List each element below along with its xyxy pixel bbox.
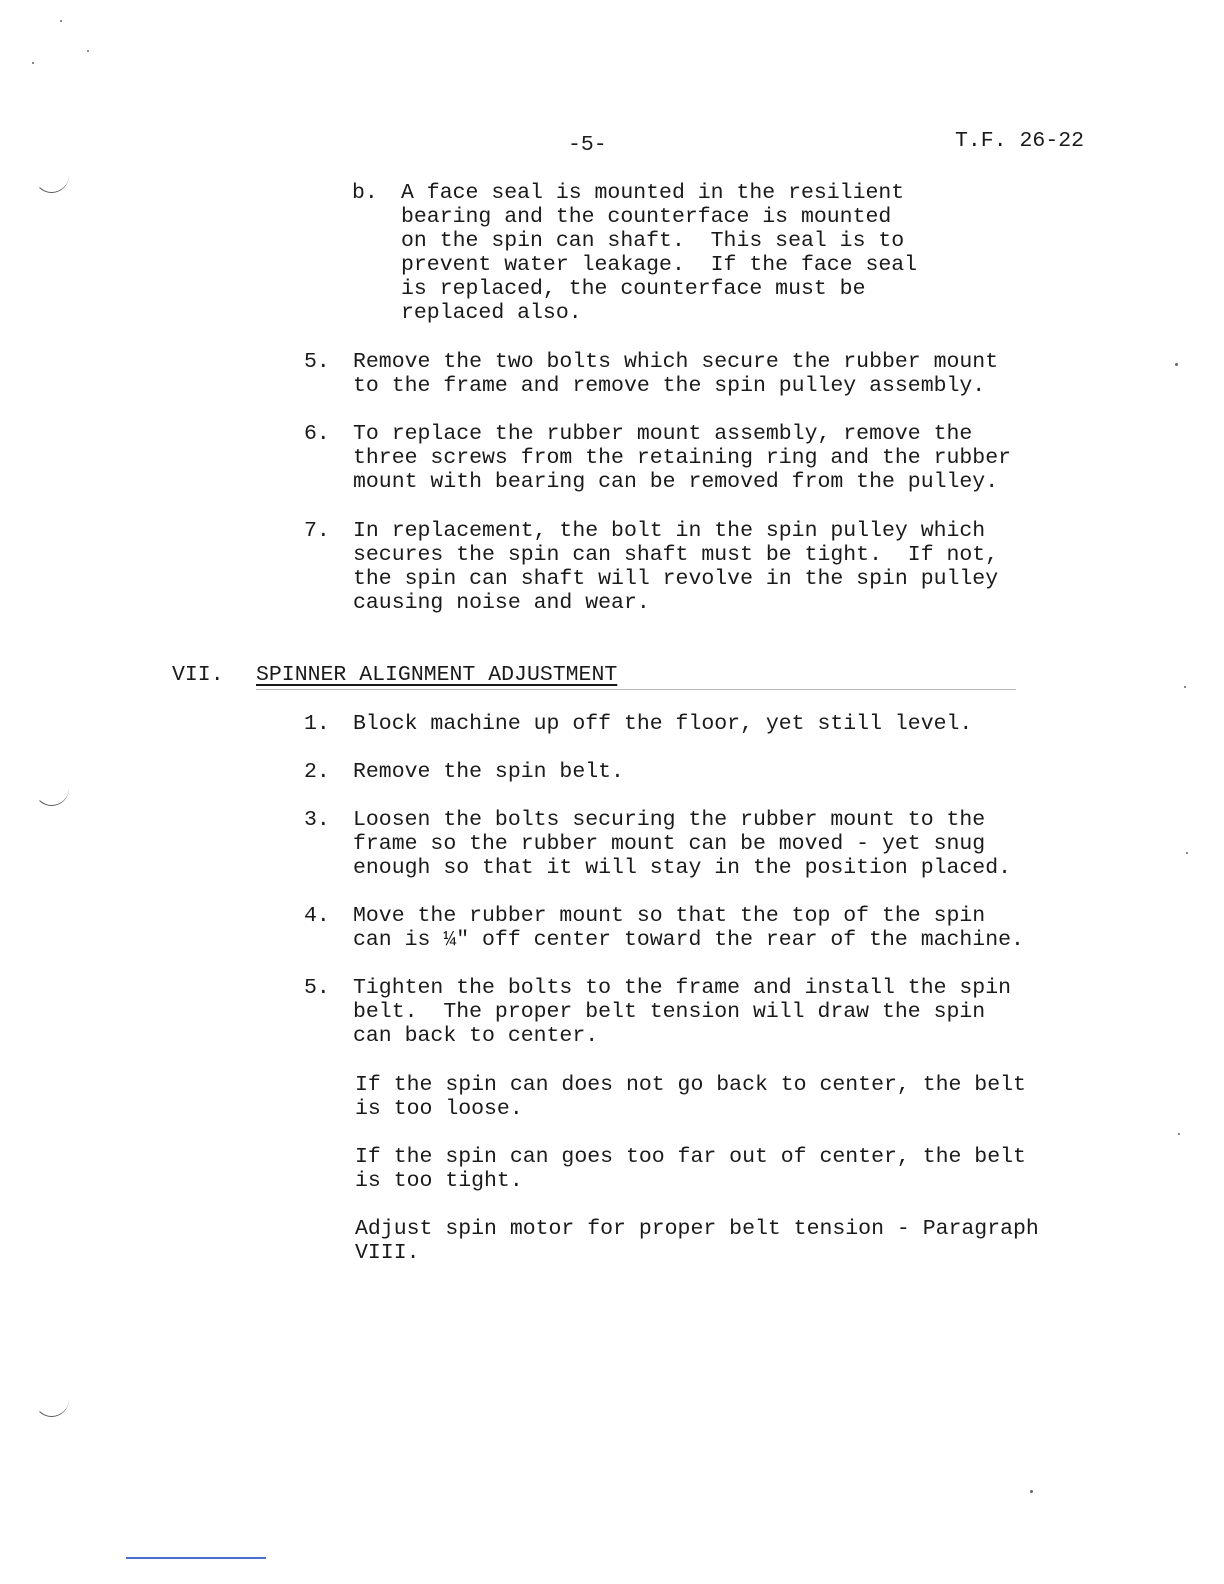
item-b-line: is replaced, the counterface must be xyxy=(401,277,866,301)
page-number: -5- xyxy=(568,133,607,157)
step-line: Block machine up off the floor, yet still level. xyxy=(353,712,973,736)
step-line: enough so that it will stay in the position placed. xyxy=(353,856,1012,880)
item-b-line: prevent water leakage. If the face seal xyxy=(401,253,918,277)
item-b-marker: b. xyxy=(352,181,378,205)
scan-speck xyxy=(1030,1490,1033,1493)
step-line: Loosen the bolts securing the rubber mount to the xyxy=(353,808,986,832)
step-number: 3. xyxy=(304,808,330,832)
binder-hole-mark xyxy=(34,785,69,806)
scan-speck xyxy=(32,62,34,64)
scan-speck xyxy=(1175,363,1178,366)
item-b-line: on the spin can shaft. This seal is to xyxy=(401,229,905,253)
step-line: can is ¼" off center toward the rear of the machine. xyxy=(353,928,1024,952)
document-reference: T.F. 26-22 xyxy=(955,129,1085,153)
step-line: Tighten the bolts to the frame and install the spin xyxy=(353,976,1012,1000)
section-numeral: VII. xyxy=(172,663,224,687)
item-b-line: bearing and the counterface is mounted xyxy=(401,205,892,229)
step-line: secures the spin can shaft must be tight. If not, xyxy=(353,543,999,567)
section-title: SPINNER ALIGNMENT ADJUSTMENT xyxy=(256,663,618,687)
note-line: VIII. xyxy=(355,1241,420,1265)
step-line: Move the rubber mount so that the top of the spin xyxy=(353,904,986,928)
scan-rule xyxy=(256,689,1016,690)
step-number: 6. xyxy=(304,422,330,446)
step-number: 7. xyxy=(304,519,330,543)
step-line: Remove the two bolts which secure the rubber mount xyxy=(353,350,999,374)
binder-hole-mark xyxy=(34,1398,69,1417)
step-line: frame so the rubber mount can be moved - yet snug xyxy=(353,832,986,856)
scan-speck xyxy=(1186,852,1188,854)
item-b-line: A face seal is mounted in the resilient xyxy=(401,181,905,205)
step-line: belt. The proper belt tension will draw the spin xyxy=(353,1000,986,1024)
step-line: Remove the spin belt. xyxy=(353,760,624,784)
item-b-line: replaced also. xyxy=(401,301,582,325)
step-line: To replace the rubber mount assembly, remove the xyxy=(353,422,973,446)
note-line: is too tight. xyxy=(355,1169,523,1193)
step-number: 5. xyxy=(304,976,330,1000)
note-line: is too loose. xyxy=(355,1097,523,1121)
scan-speck xyxy=(87,50,89,52)
step-line: to the frame and remove the spin pulley assembly. xyxy=(353,374,986,398)
binder-hole-mark xyxy=(34,170,69,193)
scan-speck xyxy=(1184,686,1186,688)
step-line: can back to center. xyxy=(353,1024,599,1048)
step-number: 4. xyxy=(304,904,330,928)
step-number: 1. xyxy=(304,712,330,736)
note-line: Adjust spin motor for proper belt tension - Paragraph xyxy=(355,1217,1039,1241)
step-line: three screws from the retaining ring and the rubber xyxy=(353,446,1012,470)
step-line: the spin can shaft will revolve in the spin pulley xyxy=(353,567,999,591)
step-line: causing noise and wear. xyxy=(353,591,650,615)
step-number: 5. xyxy=(304,350,330,374)
scan-speck xyxy=(1178,1133,1180,1135)
note-line: If the spin can does not go back to center, the belt xyxy=(355,1073,1026,1097)
step-line: mount with bearing can be removed from the pulley. xyxy=(353,470,999,494)
scan-speck xyxy=(60,20,62,22)
step-line: In replacement, the bolt in the spin pulley which xyxy=(353,519,986,543)
scan-edge-line xyxy=(126,1557,266,1559)
step-number: 2. xyxy=(304,760,330,784)
note-line: If the spin can goes too far out of center, the belt xyxy=(355,1145,1026,1169)
